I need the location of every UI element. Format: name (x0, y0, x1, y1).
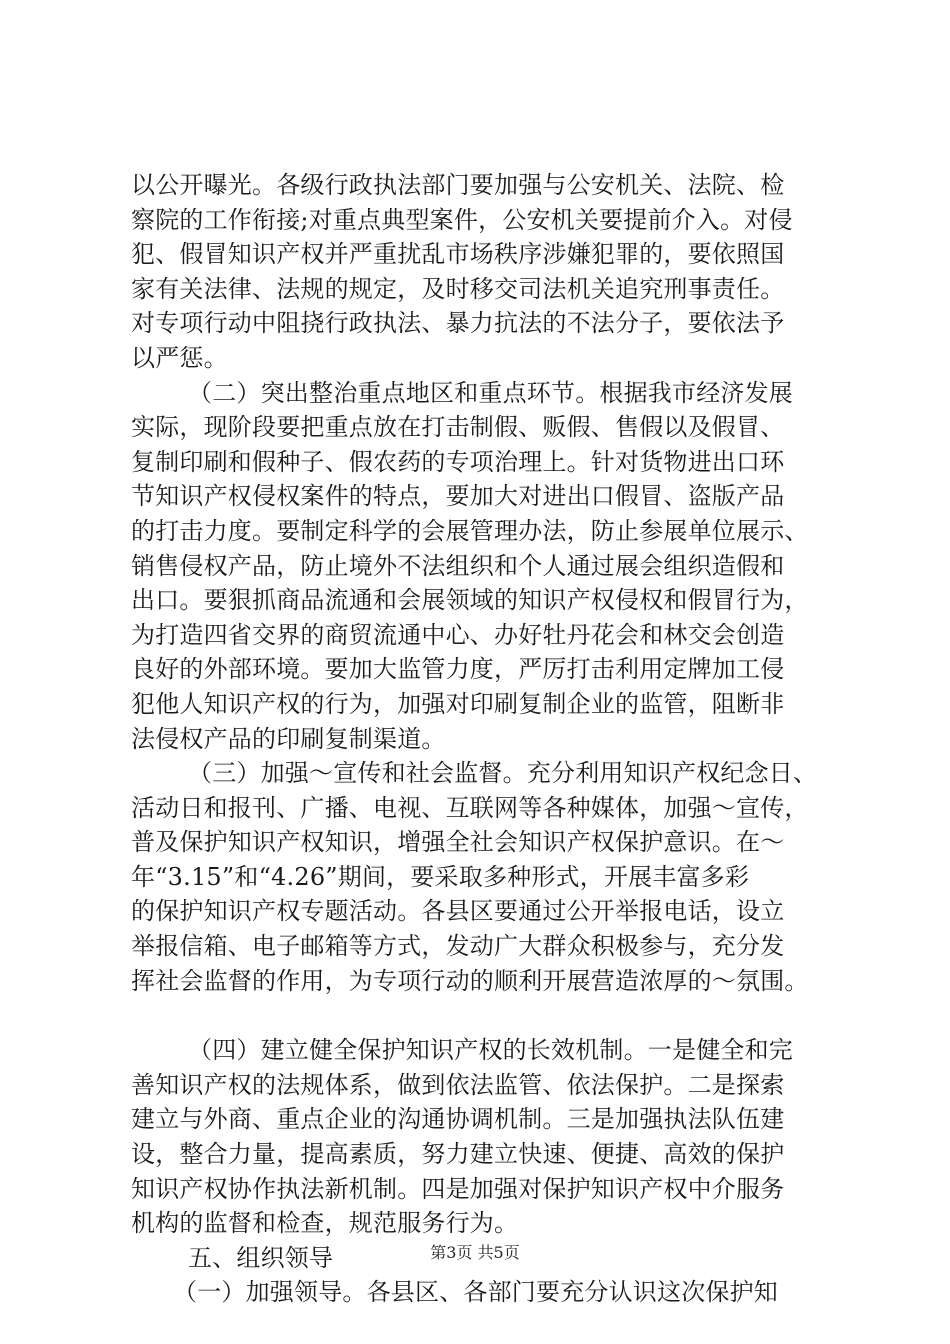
text-line: 举报信箱、电子邮箱等方式，发动广大群众积极参与，充分发 (131, 932, 785, 961)
text-line: 法侵权产品的印刷复制渠道。 (131, 724, 446, 753)
section-heading: 五、组织领导 (188, 1243, 334, 1272)
text-line: 以公开曝光。各级行政执法部门要加强与公安机关、法院、检 (131, 171, 785, 199)
text-line: 犯他人知识产权的行为，加强对印刷复制企业的监管，阻断非 (131, 689, 785, 718)
text-line: 察院的工作衔接;对重点典型案件，公安机关要提前介入。对侵 (131, 205, 793, 234)
text-line: 的保护知识产权专题活动。各县区要通过公开举报电话，设立 (131, 897, 785, 926)
text-line: 出口。要狠抓商品流通和会展领域的知识产权侵权和假冒行为， (131, 586, 809, 615)
text-line: 年“3.15”和“4.26”期间，要采取多种形式，开展丰富多彩 (131, 862, 750, 891)
text-line: 建立与外商、重点企业的沟通协调机制。三是加强执法队伍建 (131, 1105, 785, 1134)
paragraph-gap (131, 998, 861, 1033)
text-line: 挥社会监督的作用，为专项行动的顺利开展营造浓厚的～氛围。 (131, 966, 809, 995)
document-body (131, 168, 861, 1310)
text-line: 犯、假冒知识产权并严重扰乱市场秩序涉嫌犯罪的，要依照国 (131, 240, 785, 269)
text-line: 活动日和报刊、广播、电视、互联网等各种媒体，加强～宣传， (131, 793, 809, 822)
paragraph-start-line: （三）加强～宣传和社会监督。充分利用知识产权纪念日、 (188, 759, 818, 788)
text-line: 实际，现阶段要把重点放在打击制假、贩假、售假以及假冒、 (131, 413, 785, 442)
text-line: 机构的监督和检查，规范服务行为。 (131, 1209, 519, 1238)
text-line: 设，整合力量，提高素质，努力建立快速、便捷、高效的保护 (131, 1140, 785, 1169)
text-line: 良好的外部环境。要加大监管力度，严厉打击利用定牌加工侵 (131, 655, 785, 684)
text-line: 善知识产权的法规体系，做到依法监管、依法保护。二是探索 (131, 1070, 785, 1099)
text-line: 为打造四省交界的商贸流通中心、办好牡丹花会和林交会创造 (131, 620, 785, 649)
page-footer: 第3页 共5页 (430, 1243, 520, 1262)
text-line: 家有关法律、法规的规定，及时移交司法机关追究刑事责任。 (131, 274, 785, 303)
text-line: 普及保护知识产权知识，增强全社会知识产权保护意识。在～ (131, 828, 785, 857)
paragraph-start-line: （一）加强领导。各县区、各部门要充分认识这次保护知 (173, 1278, 778, 1307)
text-line: 知识产权协作执法新机制。四是加强对保护知识产权中介服务 (131, 1174, 785, 1203)
text-line: 对专项行动中阻挠行政执法、暴力抗法的不法分子，要依法予 (131, 309, 785, 338)
text-line: 节知识产权侵权案件的特点，要加大对进出口假冒、盗版产品 (131, 482, 785, 511)
paragraph-start-line: （四）建立健全保护知识产权的长效机制。一是健全和完 (188, 1036, 793, 1065)
text-line: 销售侵权产品，防止境外不法组织和个人通过展会组织造假和 (131, 551, 785, 580)
paragraph-start-line: （二）突出整治重点地区和重点环节。根据我市经济发展 (188, 378, 793, 407)
text-line: 以严惩。 (131, 343, 228, 372)
text-line: 的打击力度。要制定科学的会展管理办法，防止参展单位展示、 (131, 516, 809, 545)
text-line: 复制印刷和假种子、假农药的专项治理上。针对货物进出口环 (131, 447, 785, 476)
